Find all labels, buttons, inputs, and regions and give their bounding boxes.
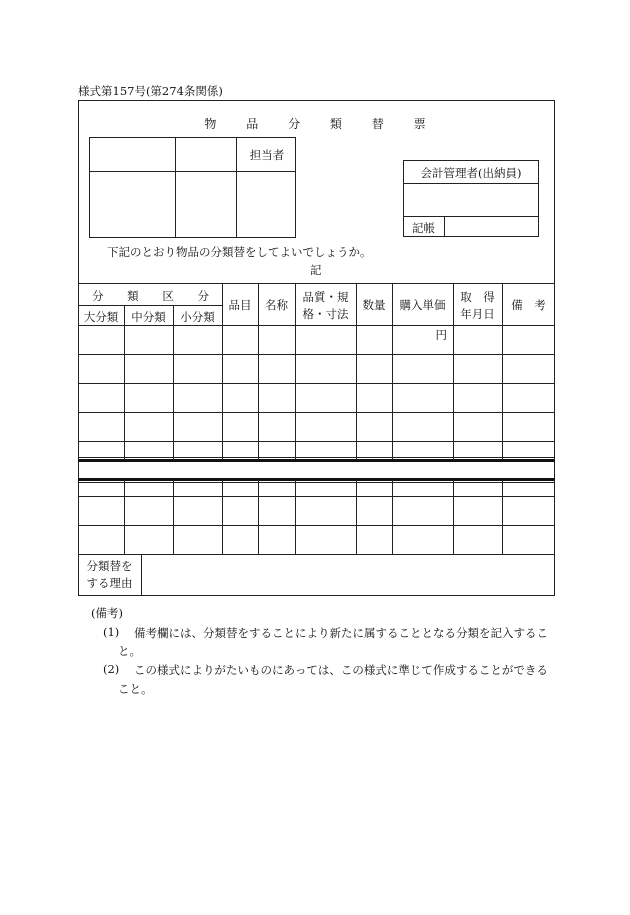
classification-header — [78, 288, 223, 304]
header-shutoku-1: 取 得 — [460, 290, 495, 304]
accounting-box — [403, 160, 539, 237]
classification-char: 分 — [197, 289, 209, 303]
header-biko: 備 考 — [511, 298, 546, 312]
note-1-num: (1) — [103, 625, 120, 639]
header-konyu-tanka: 購入単価 — [399, 298, 446, 312]
classification-char: 類 — [127, 289, 139, 303]
form-title — [0, 115, 630, 132]
approval-stamp-grid — [89, 137, 296, 238]
header-meisho: 名称 — [265, 298, 288, 312]
title-char: 票 — [413, 117, 426, 131]
title-char: 品 — [246, 117, 259, 131]
classification-char: 分 — [92, 289, 104, 303]
note-2-line2: こと。 — [118, 682, 153, 696]
ki-label: 記 — [310, 263, 322, 277]
note-2-line1: この様式によりがたいものにあっては、この様式に準じて作成することができる — [134, 663, 548, 677]
header-hinshitsu-2: 格・寸法 — [302, 307, 349, 321]
note-2-num: (2) — [103, 662, 120, 676]
title-char: 類 — [329, 117, 342, 131]
header-hinshitsu-1: 品質・規 — [302, 290, 349, 304]
note-1-line2: と。 — [118, 644, 141, 658]
request-text: 下記のとおり物品の分類替をしてよいでしょうか。 — [107, 245, 372, 259]
header-shutoku-2: 年月日 — [460, 307, 495, 321]
accounting-manager-label: 会計管理者(出納員) — [420, 166, 522, 180]
reason-label-2: する理由 — [86, 576, 133, 590]
notes-heading: (備考) — [91, 606, 123, 620]
header-hinmoku: 品目 — [228, 298, 252, 312]
header-suryo: 数量 — [362, 298, 386, 312]
header-chubunrui: 中分類 — [131, 310, 166, 324]
tantousha-label: 担当者 — [249, 148, 285, 162]
title-char: 替 — [371, 117, 384, 131]
classification-char: 区 — [162, 289, 174, 303]
header-daibunrui: 大分類 — [83, 310, 119, 324]
yen-unit: 円 — [435, 328, 447, 342]
title-char: 分 — [288, 117, 301, 131]
title-char: 物 — [204, 117, 217, 131]
ledger-label: 記帳 — [412, 221, 435, 235]
form-number-label: 様式第157号(第274条関係) — [78, 84, 223, 98]
reason-label-1: 分類替を — [86, 559, 133, 573]
note-1-line1: 備考欄には、分類替をすることにより新たに属することとなる分類を記入するこ — [134, 626, 548, 640]
header-shobunrui: 小分類 — [180, 310, 215, 324]
